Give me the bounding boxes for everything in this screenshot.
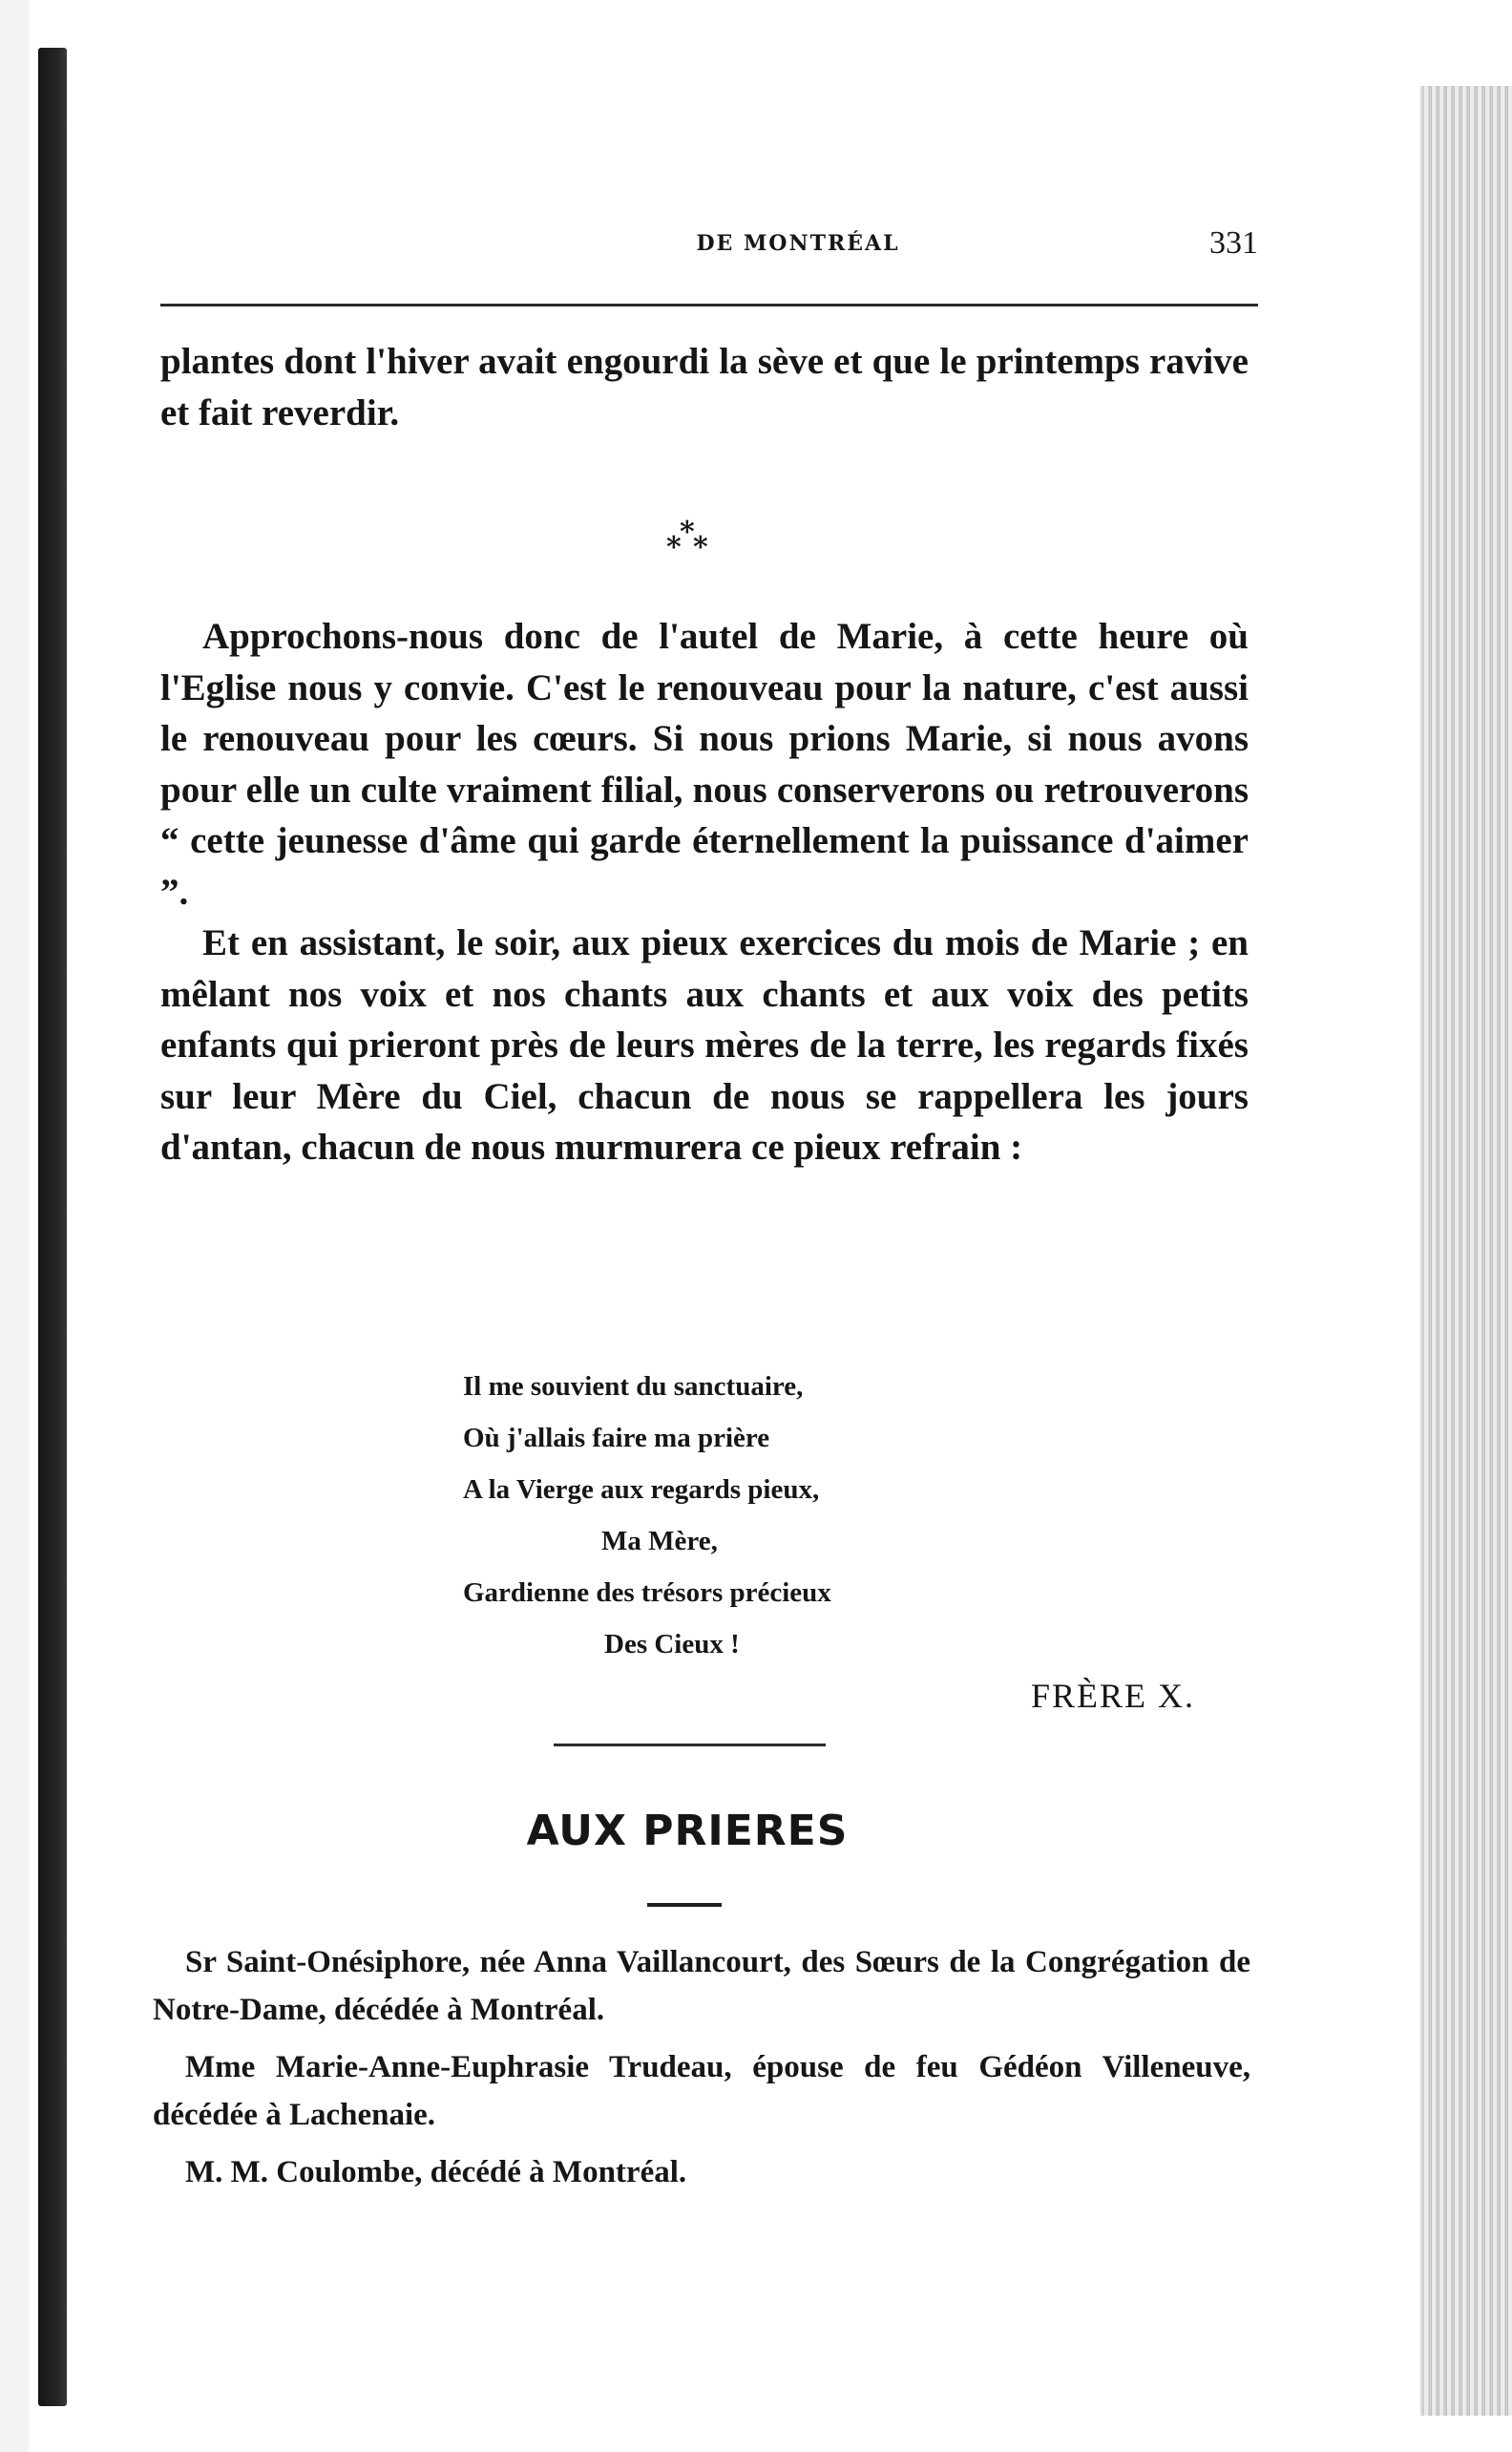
poem-line: Ma Mère, [601, 1526, 718, 1556]
poem-line: Où j'allais faire ma prière [463, 1423, 770, 1453]
poem-line: A la Vierge aux regards pieux, [463, 1474, 820, 1505]
asterism [659, 516, 754, 573]
poem [463, 1361, 1036, 1670]
scan-margin [0, 0, 29, 2452]
section-title: AUX PRIERES [526, 1807, 849, 1855]
asterism-star-top: * [680, 516, 695, 549]
obituary-entry: Mme Marie-Anne-Euphrasie Trudeau, épouse de feu Gédéon Villeneuve, décédée à Lachenaie. [153, 2050, 1250, 2132]
obituary-entry: Sr Saint-Onésiphore, née Anna Vaillancourt, des Sœurs de la Congrégation de Notre-Dame, décédée à Montréal. [153, 1945, 1250, 2027]
page-number: 331 [1209, 225, 1258, 261]
poem-line: Gardienne des trésors précieux [463, 1577, 831, 1608]
author-signature: FRÈRE X. [1030, 1677, 1195, 1715]
asterism-star-right: * [693, 531, 708, 564]
running-title: DE MONTRÉAL [696, 231, 900, 256]
asterism-star-left: * [666, 531, 682, 564]
obituary-list [153, 1938, 1250, 2206]
title-rule [647, 1903, 722, 1907]
header-rule [160, 304, 1258, 306]
running-head [160, 225, 1258, 264]
page-block-edges [1422, 86, 1512, 2416]
paragraph-2: Approchons-nous donc de l'autel de Marie, à cette heure où l'Eglise nous y convie. C'est le renouveau pour la nature, c'est aussi le renouveau pour les cœurs. Si nous prions Marie, si nous avons pour elle un culte vraiment filial, nous conserverons ou retrouverons “ cette jeunesse d'âme qui garde éternellement la puissance d'aimer ”. [160, 616, 1249, 913]
section-divider [554, 1744, 826, 1746]
book-spine [38, 48, 67, 2406]
poem-line: Il me souvient du sanctuaire, [463, 1371, 804, 1402]
paragraph-continuation [160, 336, 1249, 438]
paragraph-3: Et en assistant, le soir, aux pieux exercices du mois de Marie ; en mêlant nos voix et nos chants aux chants et aux voix des petits enfants qui prieront près de leurs mères de la terre, les regards fixés sur leur Mère du Ciel, chacun de nous se rappellera les jours d'antan, chacun de nous murmurera ce pieux refrain : [160, 922, 1249, 1168]
obituary-entry: M. M. Coulombe, décédé à Montréal. [185, 2155, 687, 2189]
paragraph-1: plantes dont l'hiver avait engourdi la sève et que le printemps ravive et fait reverdir. [160, 341, 1249, 433]
poem-line: Des Cieux ! [604, 1629, 740, 1659]
main-text [160, 611, 1249, 1173]
